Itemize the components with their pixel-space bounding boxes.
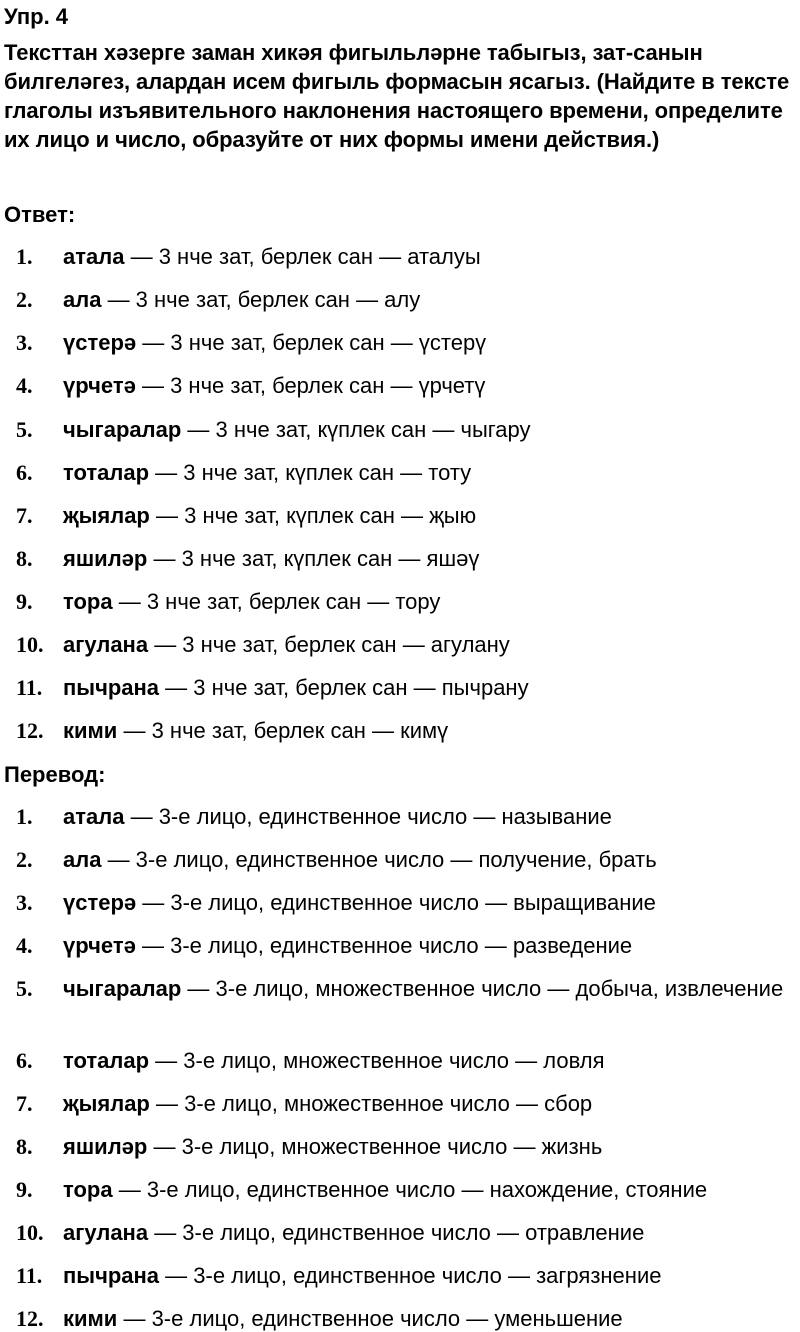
verb-word: тора — [63, 589, 113, 614]
item-content — [63, 1220, 793, 1246]
item-content — [63, 718, 793, 744]
item-content — [63, 503, 793, 529]
item-number: 10. — [16, 632, 44, 657]
item-number: 7. — [16, 1091, 33, 1116]
item-content — [63, 287, 793, 313]
verb-word: үстерә — [63, 330, 137, 355]
item-description: — 3-е лицо, единственное число — нахождение, стояние — [112, 1177, 708, 1202]
item-content — [63, 1177, 793, 1203]
verb-word: ала — [63, 287, 102, 312]
item-content — [63, 933, 793, 959]
item-description: — 3 нче зат, күплек сан — яшәү — [147, 546, 480, 571]
item-description: — 3-е лицо, единственное число — называние — [124, 804, 612, 829]
item-number: 6. — [16, 1048, 33, 1073]
exercise-title: Упр. 4 — [4, 4, 69, 29]
verb-word: атала — [63, 244, 125, 269]
answer-heading: Ответ: — [4, 202, 76, 227]
item-number: 12. — [16, 1306, 44, 1331]
item-number: 12. — [16, 718, 44, 743]
item-content — [63, 1306, 793, 1332]
verb-word: җыялар — [63, 1091, 150, 1116]
item-content — [63, 804, 793, 830]
verb-word: тора — [63, 1177, 113, 1202]
item-description: — 3 нче зат, берлек сан — тору — [112, 589, 441, 614]
verb-word: пычрана — [63, 1263, 160, 1288]
item-description: — 3-е лицо, единственное число — уменьшение — [117, 1306, 623, 1331]
item-content — [63, 244, 793, 270]
item-number: 10. — [16, 1220, 44, 1245]
item-content — [63, 546, 793, 572]
item-description: — 3 нче зат, күплек сан — тоту — [149, 460, 472, 485]
verb-word: кими — [63, 718, 118, 743]
verb-word: тоталар — [63, 1048, 150, 1073]
verb-word: яшиләр — [63, 546, 148, 571]
verb-word: чыгаралар — [63, 976, 182, 1001]
translation-heading: Перевод: — [4, 762, 106, 787]
item-description: — 3-е лицо, единственное число — отравление — [148, 1220, 645, 1245]
item-description: — 3-е лицо, единственное число — выращивание — [136, 890, 656, 915]
item-content — [63, 847, 793, 873]
item-description: — 3-е лицо, множественное число — сбор — [149, 1091, 593, 1116]
item-description: — 3 нче зат, берлек сан — үрчетү — [135, 373, 486, 398]
item-content — [63, 890, 793, 916]
item-content — [63, 1048, 793, 1074]
item-description: — 3 нче зат, берлек сан — алу — [101, 287, 421, 312]
item-number: 11. — [16, 1263, 43, 1288]
task-text: Тексттан хәзерге заман хикәя фигыльләрне табыгыз, зат-санын билгеләгез, алардан исем фигыль формасын ясагыз. (Найдите в тексте глаголы изъявительного наклонения настоящего времени, определите их лицо и число, образуйте от них формы имени действия.) — [4, 40, 790, 152]
item-content — [63, 1263, 793, 1289]
item-content — [63, 976, 793, 1002]
verb-word: үрчетә — [63, 933, 136, 958]
item-content — [63, 675, 793, 701]
item-number: 4. — [16, 933, 33, 958]
item-content — [63, 330, 793, 356]
item-content — [63, 1134, 793, 1160]
verb-word: җыялар — [63, 503, 150, 528]
verb-word: тоталар — [63, 460, 150, 485]
item-description: — 3 нче зат, берлек сан — пычрану — [159, 675, 529, 700]
item-number: 8. — [16, 1134, 33, 1159]
item-number: 3. — [16, 330, 33, 355]
item-content — [63, 417, 793, 443]
item-content — [63, 373, 793, 399]
verb-word: үстерә — [63, 890, 137, 915]
verb-word: кими — [63, 1306, 118, 1331]
item-content — [63, 589, 793, 615]
verb-word: атала — [63, 804, 125, 829]
item-number: 11. — [16, 675, 43, 700]
item-description: — 3-е лицо, множественное число — добыча, извлечение — [181, 976, 784, 1001]
verb-word: агулана — [63, 1220, 149, 1245]
item-description: — 3-е лицо, единственное число — получение, брать — [101, 847, 657, 872]
item-number: 5. — [16, 417, 33, 442]
item-description: — 3 нче зат, күплек сан — җыю — [149, 503, 477, 528]
item-description: — 3 нче зат, берлек сан — агулану — [148, 632, 510, 657]
item-number: 2. — [16, 287, 33, 312]
item-description: — 3 нче зат, берлек сан — кимү — [117, 718, 449, 743]
item-number: 2. — [16, 847, 33, 872]
item-number: 7. — [16, 503, 33, 528]
verb-word: агулана — [63, 632, 149, 657]
item-number: 6. — [16, 460, 33, 485]
verb-word: пычрана — [63, 675, 160, 700]
item-content — [63, 1091, 793, 1117]
item-description: — 3-е лицо, единственное число — разведение — [135, 933, 633, 958]
item-description: — 3 нче зат, берлек сан — аталуы — [124, 244, 481, 269]
item-number: 8. — [16, 546, 33, 571]
item-number: 9. — [16, 1177, 33, 1202]
item-number: 1. — [16, 244, 33, 269]
verb-word: чыгаралар — [63, 417, 182, 442]
item-description: — 3-е лицо, множественное число — ловля — [149, 1048, 605, 1073]
item-description: — 3-е лицо, единственное число — загрязнение — [159, 1263, 662, 1288]
item-description: — 3 нче зат, берлек сан — үстерү — [136, 330, 487, 355]
item-description: — 3 нче зат, күплек сан — чыгару — [181, 417, 531, 442]
item-number: 3. — [16, 890, 33, 915]
verb-word: үрчетә — [63, 373, 136, 398]
item-number: 5. — [16, 976, 33, 1001]
item-number: 9. — [16, 589, 33, 614]
item-description: — 3-е лицо, множественное число — жизнь — [147, 1134, 603, 1159]
verb-word: ала — [63, 847, 102, 872]
item-number: 1. — [16, 804, 33, 829]
verb-word: яшиләр — [63, 1134, 148, 1159]
item-number: 4. — [16, 373, 33, 398]
item-content — [63, 460, 793, 486]
item-content — [63, 632, 793, 658]
